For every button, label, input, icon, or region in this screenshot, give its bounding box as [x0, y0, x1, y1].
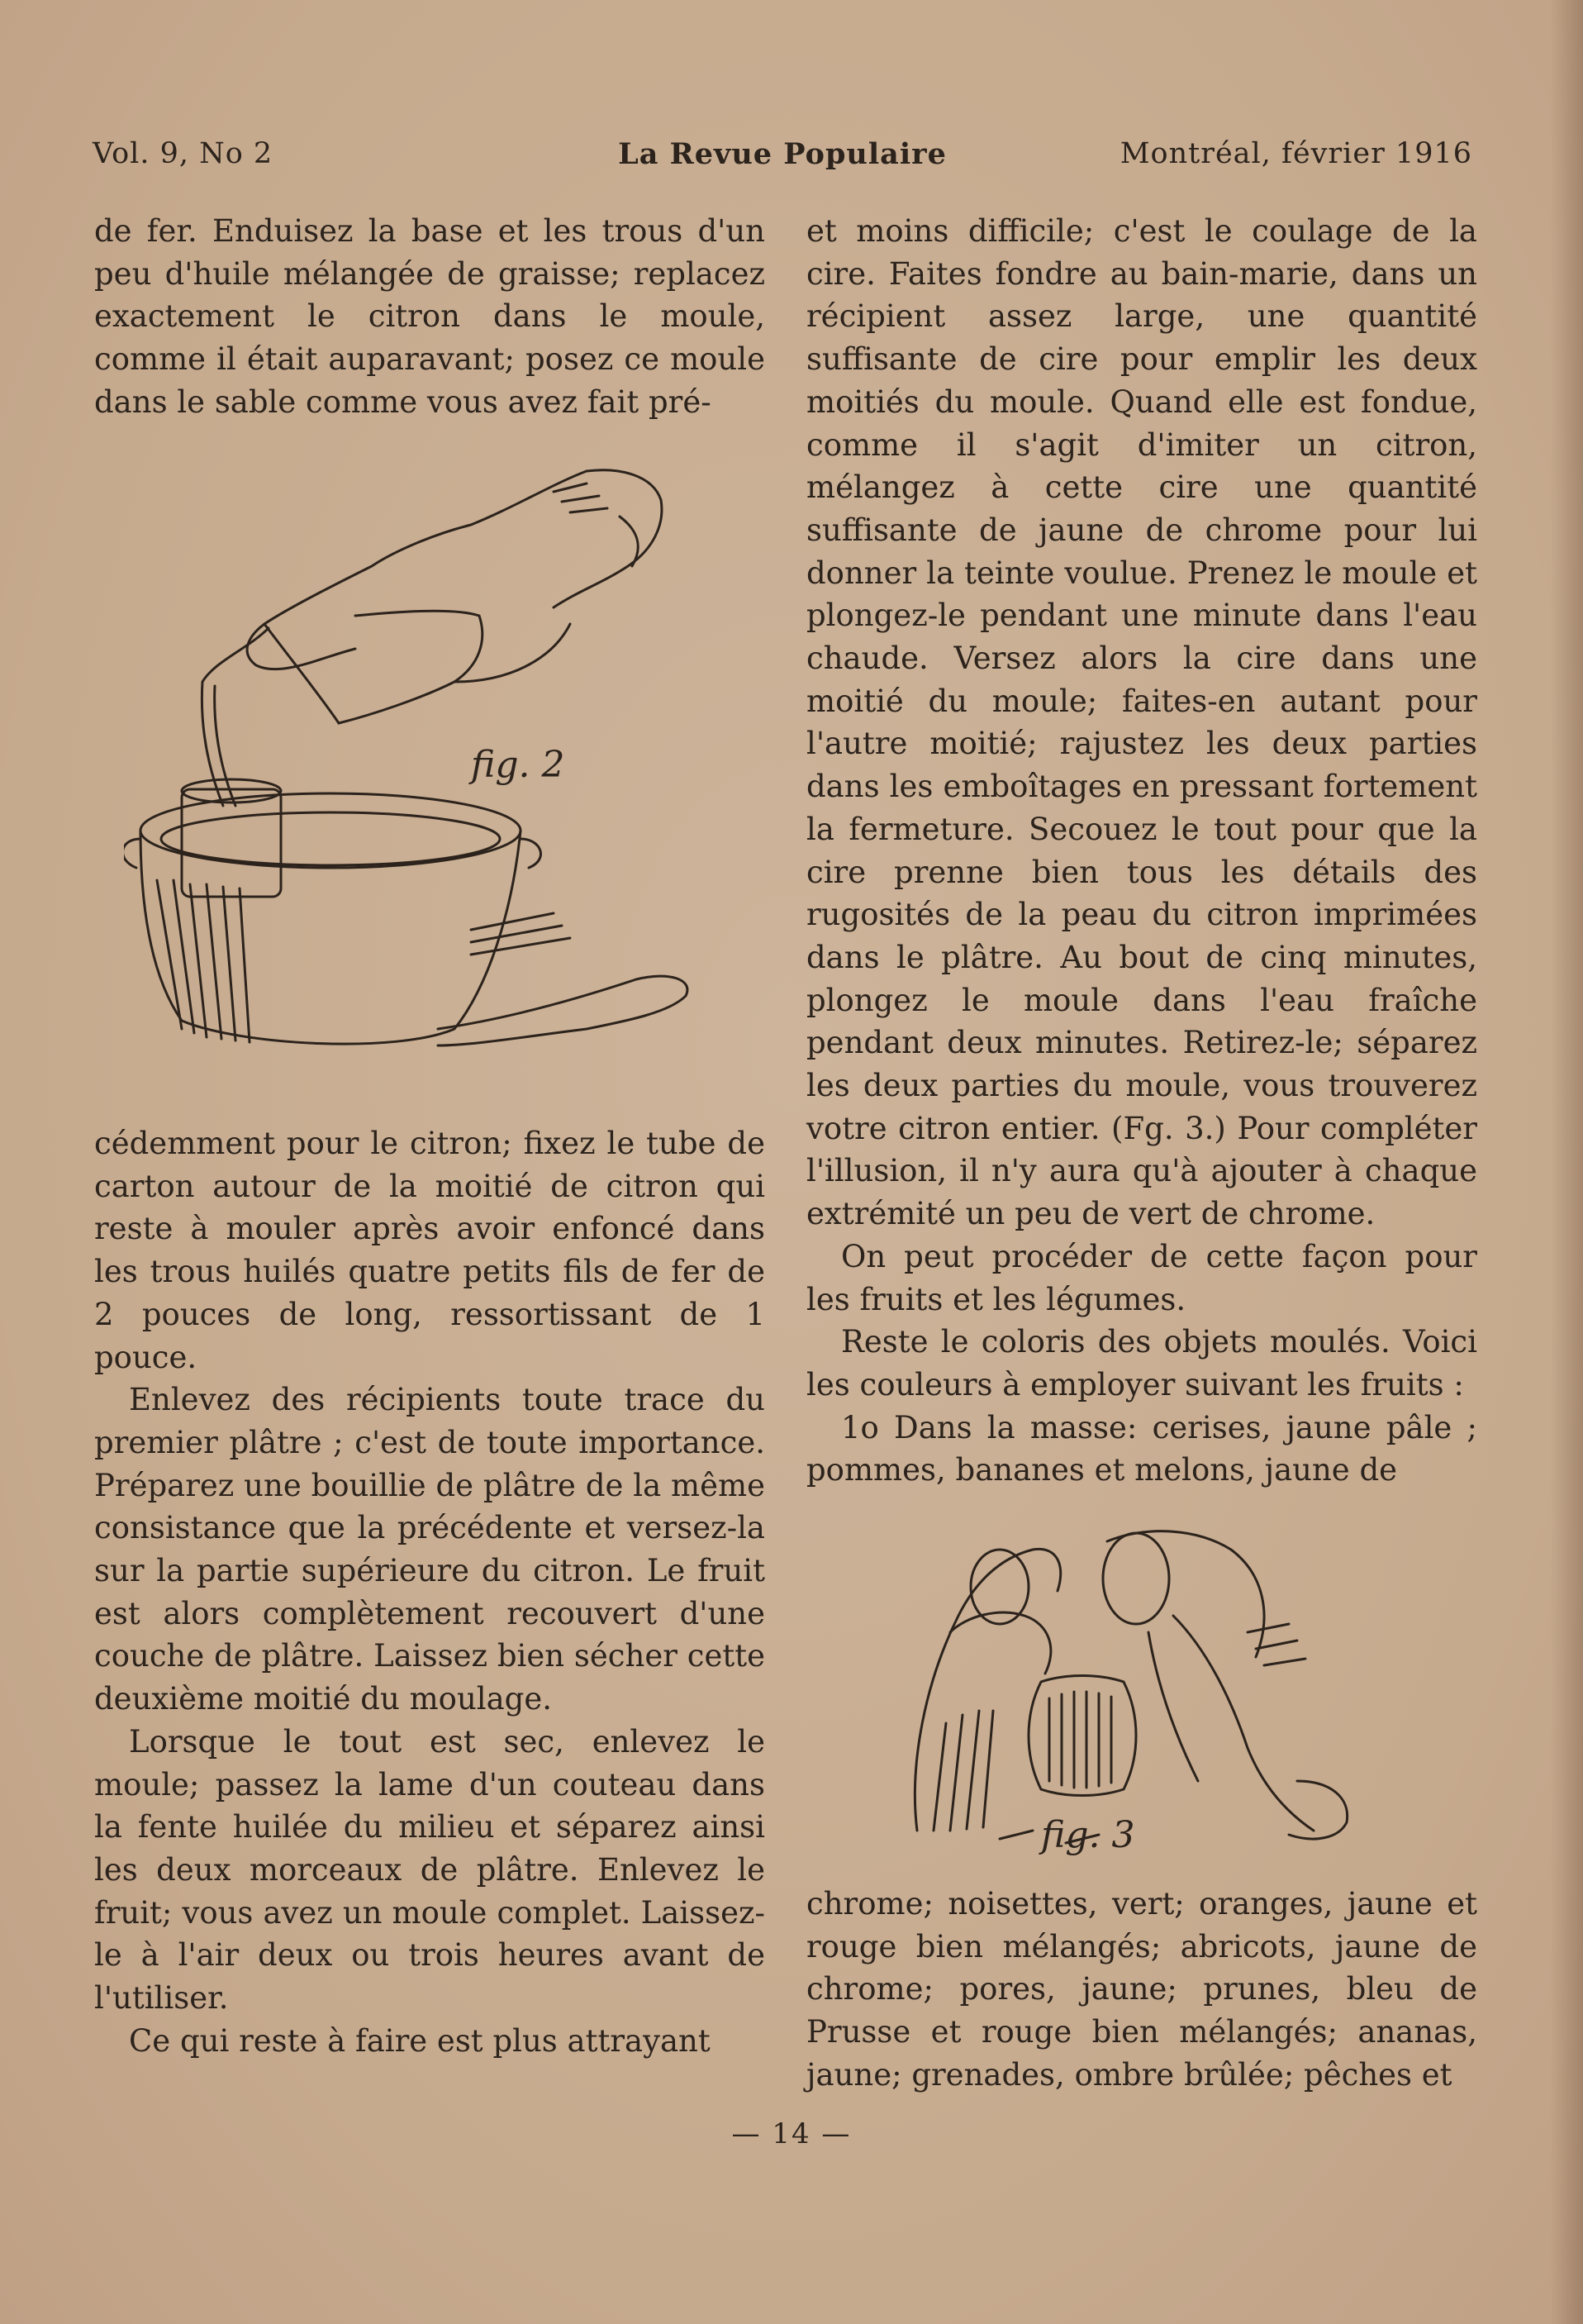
issue-date: Montréal, février 1916 — [1120, 137, 1472, 170]
paragraph: Enlevez des récipients toute trace du premier plâtre ; c'est de toute importance. Préparez une bouillie de plâtre de la même consistance que la précédente et versez-la sur la partie supérieure du citron. Le fruit est alors complètement recouvert d'une couche de plâtre. Laissez bien sécher cette deuxième moitié du moulage. — [94, 1382, 765, 1717]
volume-number: Vol. 9, No 2 — [93, 137, 273, 170]
right-column-bottom — [806, 1883, 1477, 2097]
paragraph: Reste le coloris des objets moulés. Voici les couleurs à employer suivant les fruits : — [806, 1324, 1477, 1402]
paragraph: cédemment pour le citron; fixez le tube de carton autour de la moitié de citron qui reste à mouler après avoir enfoncé dans les trous huilés quatre petits fils de fer de 2 pouces de long, ressortissant de 1 pouce. — [94, 1126, 765, 1375]
paragraph: de fer. Enduisez la base et les trous d'un peu d'huile mélangée de graisse; replacez exactement le citron dans le moule, comme il était auparavant; posez ce moule dans le sable comme vous avez fait pré- — [94, 213, 765, 420]
magazine-title: La Revue Populaire — [618, 137, 947, 171]
paper-edge — [1550, 0, 1583, 2324]
paragraph: et moins difficile; c'est le coulage de la cire. Faites fondre au bain-marie, dans un récipient assez large, une quantité suffisante de cire pour emplir les deux moitiés du moule. Quand elle est fondue, comme il s'agit d'imiter un citron, mélangez à cette cire une quantité suffisante de jaune de chrome pour lui donner la teinte voulue. Prenez le moule et plongez-le pendant une minute dans l'eau chaude. Versez alors la cire dans une moitié du moule; faites-en autant pour l'autre moitié; rajustez les deux parties dans les emboîtages en pressant fortement la fermeture. Secouez le tout pour que la cire prenne bien tous les détails des rugosités de la peau du citron imprimées dans le plâtre. Au bout de cinq minutes, plongez le moule dans l'eau fraîche pendant deux minutes. Retirez-le; séparez les deux parties du moule, vous trouverez votre citron entier. (Fg. 3.) Pour compléter l'illusion, il n'y aura qu'à ajouter à chaque extrémité un peu de vert de chrome. — [806, 213, 1477, 1232]
paragraph: Ce qui reste à faire est plus attrayant — [129, 2022, 711, 2059]
figure-2-caption: fig. 2 — [471, 744, 565, 786]
paragraph: 1o Dans la masse: cerises, jaune pâle ; pommes, bananes et melons, jaune de — [806, 1409, 1477, 1488]
figure-3-caption: fig. 3 — [1041, 1814, 1135, 1856]
paragraph: Lorsque le tout est sec, enlevez le moule; passez la lame d'un couteau dans la fente huilée du milieu et séparez ainsi les deux morceaux de plâtre. Enlevez le fruit; vous avez un moule complet. Laissez-le à l'air deux ou trois heures avant de l'utiliser. — [94, 1723, 765, 2017]
paragraph: chrome; noisettes, vert; oranges, jaune et rouge bien mélangés; abricots, jaune de chrome; pores, jaune; prunes, bleu de Prusse et rouge bien mélangés; ananas, jaune; grenades, ombre brûlée; pêches et — [806, 1886, 1477, 2093]
figure-3-illustration — [901, 1517, 1371, 1864]
left-column-bottom — [94, 1122, 765, 2062]
page-number: — 14 — — [731, 2117, 852, 2150]
running-header — [93, 137, 1472, 179]
paragraph: On peut procéder de cette façon pour les fruits et les légumes. — [806, 1238, 1477, 1317]
figure-2-illustration — [124, 450, 702, 1087]
right-column-top — [806, 210, 1477, 1492]
left-column-top — [94, 210, 765, 424]
